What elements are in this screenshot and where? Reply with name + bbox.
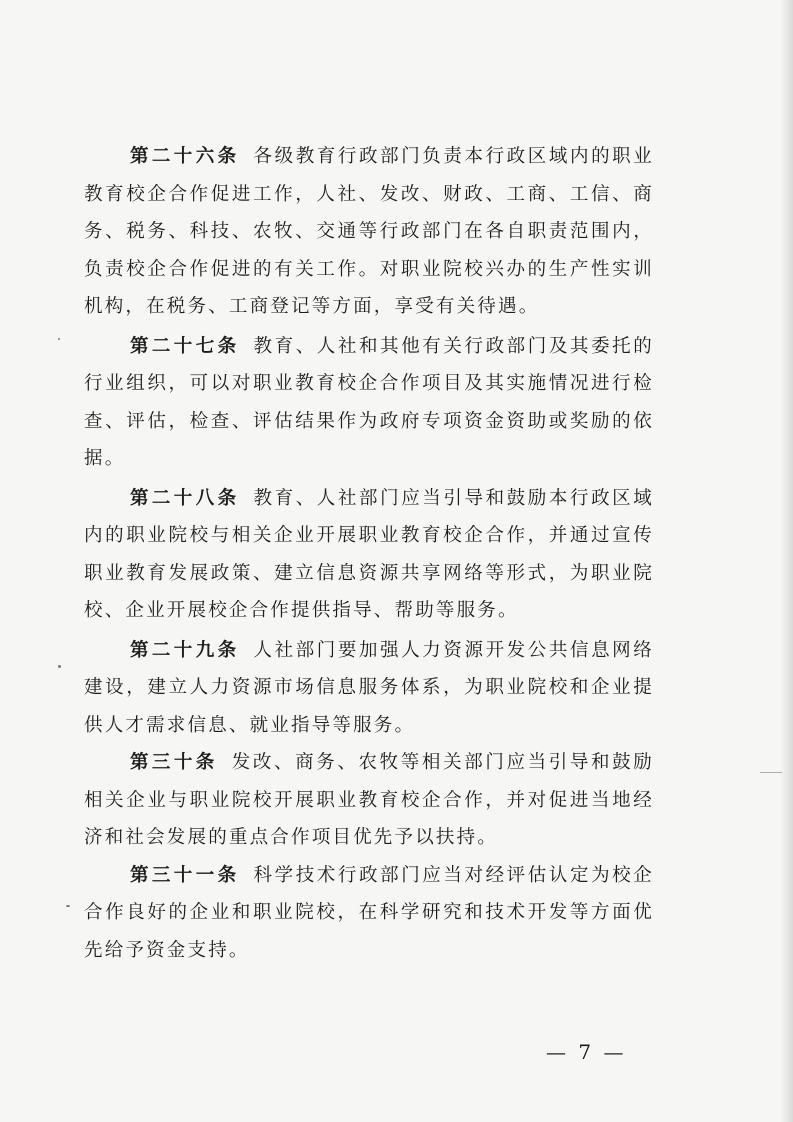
scan-speck	[58, 338, 60, 340]
article-text: 教育、人社和其他有关行政部门及其委托的行业组织，可以对职业教育校企合作项目及其实施情况进行检查、评估，检查、评估结果作为政府专项资金资助或奖励的依据。	[84, 335, 654, 469]
article-28	[84, 480, 654, 630]
article-text: 人社部门要加强人力资源开发公共信息网络建设，建立人力资源市场信息服务体系，为职业院校和企业提供人才需求信息、就业指导等服务。	[84, 639, 654, 736]
article-29	[84, 632, 654, 745]
scan-speck	[58, 665, 61, 668]
article-text: 教育、人社部门应当引导和鼓励本行政区域内的职业院校与相关企业开展职业教育校企合作，并通过宣传职业教育发展政策、建立信息资源共享网络等形式，为职业院校、企业开展校企合作提供指导、帮助等服务。	[84, 487, 654, 621]
article-31	[84, 857, 654, 970]
article-30	[84, 744, 654, 857]
article-number: 第二十六条	[130, 146, 240, 167]
article-27	[84, 328, 654, 478]
article-text: 发改、商务、农牧等相关部门应当引导和鼓励相关企业与职业院校开展职业教育校企合作，并对促进当地经济和社会发展的重点合作项目优先予以扶持。	[84, 752, 654, 848]
article-number: 第二十七条	[130, 335, 240, 357]
article-number: 第三十一条	[130, 864, 240, 886]
article-text: 各级教育行政部门负责本行政区域内的职业教育校企合作促进工作，人社、发改、财政、工商、工信、商务、税务、科技、农牧、交通等行政部门在各自职责范围内，负责校企合作促进的有关工作。对职业院校兴办的生产性实训机构，在税务、工商登记等方面，享受有关待遇。	[84, 146, 654, 317]
scan-edge-shadow	[779, 0, 793, 1122]
scan-speck	[66, 905, 70, 907]
article-number: 第三十条	[130, 752, 218, 773]
article-number: 第二十九条	[130, 639, 240, 661]
document-body	[84, 138, 654, 969]
scan-mark	[760, 772, 782, 773]
page-number: — 7 —	[546, 1040, 627, 1064]
article-number: 第二十八条	[130, 487, 240, 509]
article-text: 科学技术行政部门应当对经评估认定为校企合作良好的企业和职业院校，在科学研究和技术开发等方面优先给予资金支持。	[84, 864, 654, 961]
article-26	[84, 138, 654, 326]
